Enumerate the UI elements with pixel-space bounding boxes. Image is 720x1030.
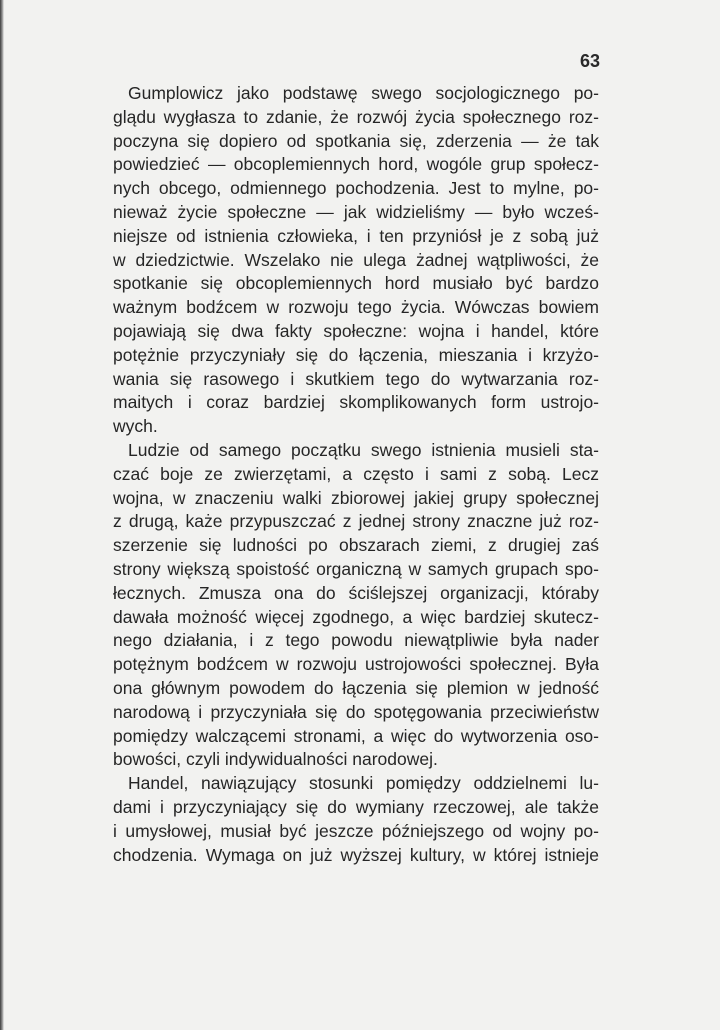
- page-text: [113, 82, 599, 867]
- text-line: ona głównym powodem do łączenia się plemion w jedność: [113, 677, 599, 698]
- text-line: Handel, nawiązujący stosunki pomiędzy oddzielnemi lu-: [128, 773, 599, 794]
- text-line: z drugą, każe przypuszczać z jednej strony znaczne już roz-: [113, 511, 599, 532]
- text-line: dawała możność więcej zgodnego, a więc bardziej skutecz-: [113, 606, 599, 627]
- text-line: szerzenie się ludności po obszarach ziemi, z drugiej zaś: [113, 535, 599, 556]
- text-line: potężnym bodźcem w rozwoju ustrojowości społecznej. Była: [113, 654, 599, 675]
- text-line: wych.: [113, 416, 158, 437]
- text-line: maitych i coraz bardziej skomplikowanych form ustrojo-: [113, 392, 599, 413]
- text-line: łecznych. Zmusza ona do ściślejszej organizacji, któraby: [113, 582, 599, 603]
- text-line: poczyna się dopiero od spotkania się, zderzenia — że tak: [113, 130, 599, 151]
- text-line: strony większą spoistość organiczną w samych grupach spo-: [113, 558, 599, 579]
- text-line: czać boje ze zwierzętami, a często i sami z sobą. Lecz: [113, 463, 599, 484]
- text-line: wania się rasowego i skutkiem tego do wytwarzania roz-: [113, 368, 599, 389]
- text-line: dami i przyczyniający się do wymiany rzeczowej, ale także: [113, 796, 599, 817]
- text-line: pomiędzy walczącemi stronami, a więc do wytworzenia oso-: [113, 725, 599, 746]
- paragraph-2: [113, 439, 599, 772]
- text-line: narodową i przyczyniała się do spotęgowania przeciwieństw: [113, 701, 599, 722]
- text-line: bowości, czyli indywidualności narodowej.: [113, 749, 438, 770]
- text-line: potężnie przyczyniały się do łączenia, mieszania i krzyżo-: [113, 344, 599, 365]
- text-line: spotkanie się obcoplemiennych hord musiało być bardzo: [113, 273, 599, 294]
- text-line: nieważ życie społeczne — jak widzieliśmy — było wcześ-: [113, 201, 599, 222]
- page-binding-edge: [0, 0, 4, 1030]
- text-line: glądu wygłasza to zdanie, że rozwój życia społecznego roz-: [113, 106, 599, 127]
- text-line: pojawiają się dwa fakty społeczne: wojna i handel, które: [113, 320, 599, 341]
- paragraph-3: [113, 772, 599, 867]
- text-line: wojna, w znaczeniu walki zbiorowej jakiej grupy społecznej: [113, 487, 599, 508]
- text-line: nego działania, i z tego powodu niewątpliwie była nader: [113, 630, 599, 651]
- text-line: Gumplowicz jako podstawę swego socjologicznego po-: [128, 83, 599, 103]
- text-line: chodzenia. Wymaga on już wyższej kultury, w której istnieje: [113, 844, 599, 865]
- text-line: powiedzieć — obcoplemiennych hord, wogóle grup społecz-: [113, 154, 599, 175]
- text-line: w dziedzictwie. Wszelako nie ulega żadnej wątpliwości, że: [113, 249, 599, 270]
- page-number: 63: [579, 51, 600, 71]
- text-line: niejsze od istnienia człowieka, i ten przyniósł je z sobą już: [113, 225, 599, 246]
- text-line: Ludzie od samego początku swego istnienia musieli sta-: [128, 439, 599, 460]
- text-line: nych obcego, odmiennego pochodzenia. Jest to mylne, po-: [113, 178, 599, 199]
- text-line: ważnym bodźcem w rozwoju tego życia. Wówczas bowiem: [113, 297, 599, 318]
- paragraph-1: [113, 82, 599, 439]
- text-line: i umysłowej, musiał być jeszcze późniejszego od wojny po-: [113, 820, 599, 841]
